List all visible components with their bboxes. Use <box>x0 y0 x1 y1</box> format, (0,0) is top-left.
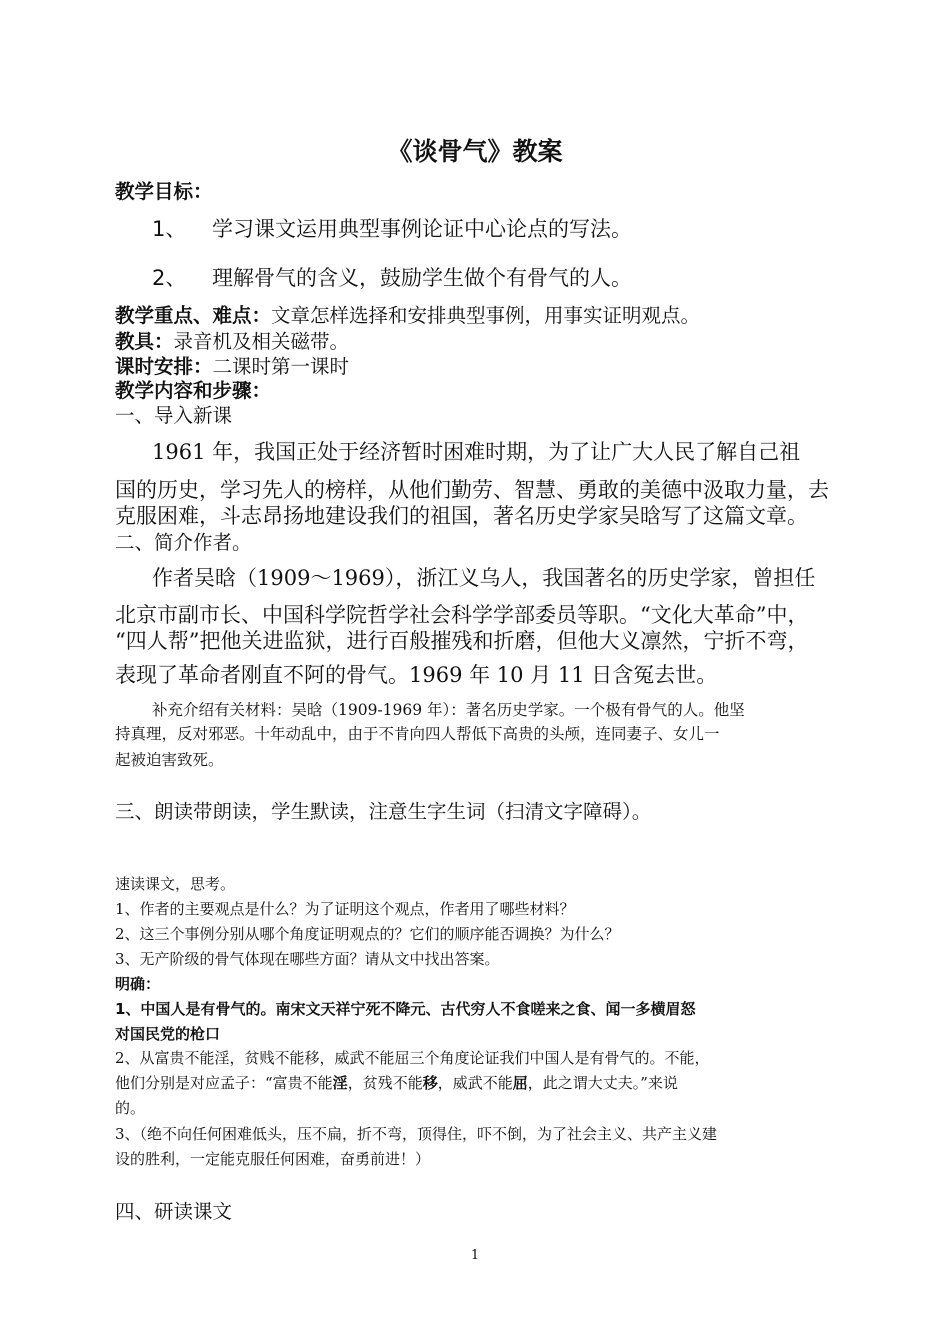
supplement-line-1: 补充介绍有关材料：吴晗（1909-1969 年）：著名历史学家。一个极有骨气的人。他坚 <box>152 701 745 719</box>
intro-line-1: 1961 年，我国正处于经济暂时困难时期，为了让广大人民了解自己祖 <box>152 440 801 464</box>
author-line-1: 作者吴晗（1909～1969），浙江义乌人，我国著名的历史学家，曾担任 <box>152 566 816 590</box>
answer-2-line-1: 2、从富贵不能淫，贫贱不能移，威武不能屈三个角度论证我们中国人是有骨气的。不能， <box>115 1049 710 1067</box>
page-number: 1 <box>470 1248 480 1263</box>
answer-2-line-3: 的。 <box>115 1099 146 1117</box>
answer-1-line-1: 1、中国人是有骨气的。南宋文天祥宁死不降元、古代穷人不食嗟来之食、闻一多横眉怒 <box>115 1000 696 1018</box>
document-title: 《谈骨气》教案 <box>387 137 563 166</box>
schedule-text: 二课时第一课时 <box>212 355 350 378</box>
author-line-3: “四人帮”把他关进监狱，进行百般摧残和折磨，但他大义凛然，宁折不弯， <box>115 629 809 653</box>
answer-2-keyword-1: 淫 <box>332 1074 348 1092</box>
author-line-2: 北京市副市长、中国科学院哲学社会科学学部委员等职。“文化大革命”中， <box>115 603 809 627</box>
answer-2-text-mid-2: ，威武不能 <box>437 1074 513 1092</box>
answer-heading: 明确： <box>115 975 161 993</box>
schedule-label: 课时安排： <box>115 355 213 378</box>
goal-2-number: 2、 <box>152 266 187 290</box>
section-1-heading: 一、导入新课 <box>115 404 233 427</box>
key-points-line <box>115 300 700 328</box>
goal-2-text: 理解骨气的含义，鼓励学生做个有骨气的人。 <box>212 266 632 290</box>
answer-2-keyword-3: 屈 <box>512 1074 528 1092</box>
key-points-label: 教学重点、难点： <box>115 304 272 327</box>
question-3: 3、无产阶级的骨气体现在哪些方面？请从文中找出答案。 <box>115 950 500 968</box>
section-3-heading: 三、朗读带朗读，学生默读，注意生字生词（扫清文字障碍）。 <box>115 800 652 823</box>
tools-line <box>115 326 349 354</box>
reading-heading: 速读课文，思考。 <box>115 875 236 893</box>
key-points-text: 文章怎样选择和安排典型事例，用事实证明观点。 <box>271 304 701 327</box>
answer-3-line-2: 设的胜利，一定能克服任何困难，奋勇前进！） <box>115 1150 431 1168</box>
answer-2-text-mid-1: ，贫残不能 <box>347 1074 423 1092</box>
author-line-4: 表现了革命者刚直不阿的骨气。1969 年 10 月 11 日含冤去世。 <box>115 663 718 687</box>
content-heading: 教学内容和步骤： <box>115 379 272 402</box>
answer-1-line-2: 对国民党的枪口 <box>115 1025 221 1043</box>
answer-3-line-1: 3、（绝不向任何困难低头，压不扁，折不弯，顶得住，吓不倒，为了社会主义、共产主义建 <box>115 1125 718 1143</box>
tools-text: 录音机及相关磁带。 <box>173 330 350 353</box>
answer-2-text-post: ，此之谓大丈夫。”来说 <box>527 1074 678 1092</box>
answer-2-text-pre: 他们分别是对应孟子：“富贵不能 <box>115 1074 333 1092</box>
answer-2-keyword-2: 移 <box>422 1074 438 1092</box>
tools-label: 教具： <box>115 330 174 353</box>
section-2-heading: 二、简介作者。 <box>115 531 252 554</box>
question-1: 1、作者的主要观点是什么？为了证明这个观点，作者用了哪些材料？ <box>115 900 575 918</box>
question-2: 2、这三个事例分别从哪个角度证明观点的？它们的顺序能否调换？为什么？ <box>115 925 620 943</box>
supplement-line-2: 持真理，反对邪恶。十年动乱中，由于不肯向四人帮低下高贵的头颅，连同妻子、女儿一 <box>115 725 720 743</box>
goal-1-text: 学习课文运用典型事例论证中心论点的写法。 <box>212 217 632 241</box>
section-4-heading: 四、研读课文 <box>115 1200 233 1223</box>
intro-line-2: 国的历史，学习先人的榜样，从他们勤劳、智慧、勇敢的美德中汲取力量，去 <box>115 478 829 502</box>
answer-2-line-2 <box>115 1072 678 1093</box>
supplement-line-3: 起被迫害致死。 <box>115 751 224 769</box>
goals-heading: 教学目标： <box>115 180 213 203</box>
goal-1-number: 1、 <box>152 217 187 241</box>
intro-line-3: 克服困难，斗志昂扬地建设我们的祖国，著名历史学家吴晗写了这篇文章。 <box>115 504 808 528</box>
